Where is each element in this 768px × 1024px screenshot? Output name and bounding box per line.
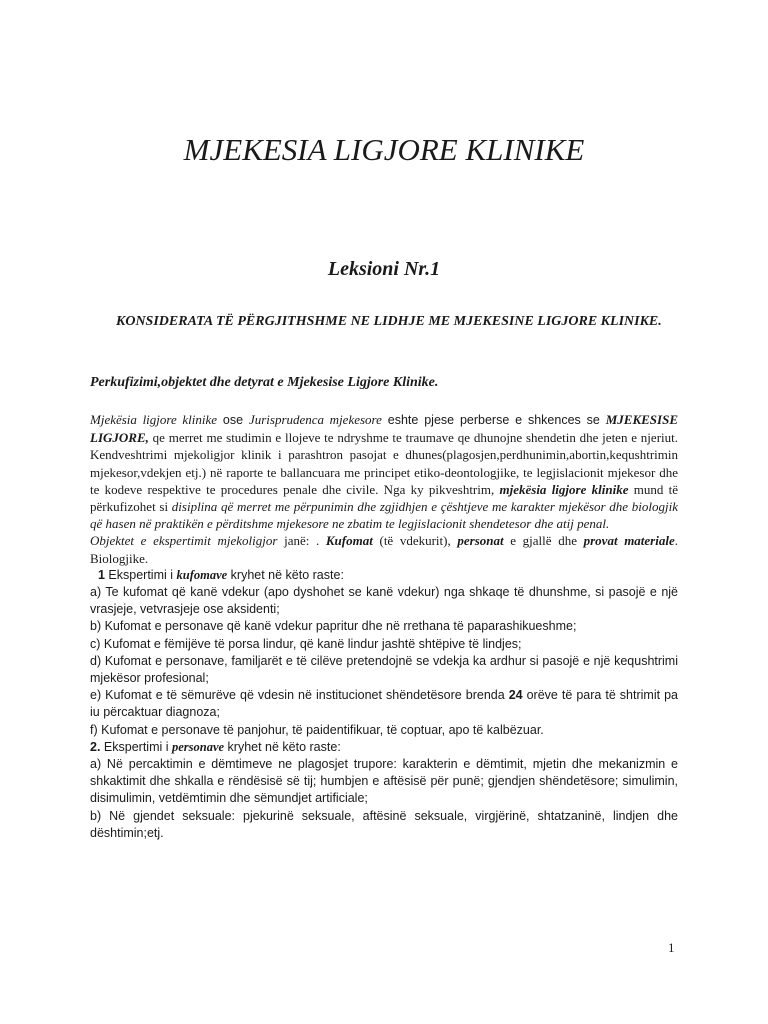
objects-paragraph (90, 532, 678, 566)
text-run: ose (217, 413, 249, 427)
list-item: b) Në gjendet seksuale: pjekurinë seksuale, aftësinë seksuale, virgjërinë, shtatzaninë, lindjen dhe dështimin;etj. (90, 808, 678, 840)
lesson-number: Leksioni Nr.1 (327, 258, 441, 280)
list-item: a) Te kufomat që kanë vdekur (apo dyshohet se kanë vdekur) nga shkaqe të dhunshme, si pasojë e një vrasjeje, vetvrasjeje ose aksidenti; (90, 585, 678, 617)
body-text (90, 411, 678, 842)
text-run: . Biologjike. (90, 533, 678, 566)
list-item: c) Kufomat e fëmijëve të porsa lindur, që kanë lindur jashtë shtëpive të lindjes; (90, 636, 522, 651)
list-item: f) Kufomat e personave të panjohur, të paidentifikuar, të coptuar, apo të kalbëzuar. (90, 722, 544, 737)
section-1-heading (90, 567, 678, 584)
list-item: b) Kufomat e personave që kanë vdekur papritur dhe në rrethana të paparashikueshme; (90, 619, 577, 634)
section-2-heading (90, 739, 678, 756)
term: Mjekësia ligjore klinike (90, 412, 218, 427)
text-run: mund të përkufizohet si (90, 481, 678, 515)
text-run: qe merret me studimin e llojeve te ndryshme te traumave qe dhunojne shendetin dhe jeten e njeriut. Kendveshtrimi mjekoligjor klinik i parashtron pasojat e dhunes(plagosjen,perdhunimin,abortin,kequshtrimin mjekesor,vdekjen etj.) në raporte te ballancuara me principet etiko-deontologjike, te legjislacionit mjekesor dhe te kodeve respektive te procedures penale dhe civile. Nga ky pikveshtrim, (90, 430, 678, 497)
term: Jurisprudenca mjekesore (248, 412, 382, 427)
term: provat materiale (583, 533, 675, 549)
term: personave (171, 739, 225, 754)
text-run: kryhet në këto raste: (227, 567, 344, 582)
term: mjekësia ligjore klinike (499, 481, 629, 497)
text-run: Objektet e ekspertimit mjekoligjor (90, 533, 278, 549)
text-run: kryhet në këto raste: (224, 739, 341, 754)
term: kufomave (176, 567, 228, 582)
section-number: 2. (90, 739, 101, 754)
subsection-heading: Perkufizimi,objektet dhe detyrat e Mjekesise Ligjore Klinike. (90, 375, 439, 390)
document-title: MJEKESIA LIGJORE KLINIKE (183, 132, 585, 167)
term: MJEKESISE LIGJORE, (90, 412, 678, 446)
text-run: Ekspertimi i (104, 567, 177, 582)
definition-paragraph (90, 411, 678, 532)
number: 24 (508, 688, 523, 703)
text-run: e) Kufomat e të sëmurëve që vdesin në institucionet shëndetësore brenda (90, 688, 509, 703)
term: personat (457, 533, 504, 549)
section-heading: KONSIDERATA TË PËRGJITHSHME NE LIDHJE ME MJEKESINE LIGJORE KLINIKE. (116, 314, 662, 329)
text-run: e gjallë dhe (503, 533, 584, 549)
text-run: (të vdekurit), (372, 533, 458, 549)
list-item (90, 687, 678, 721)
list-item: d) Kufomat e personave, familjarët e të cilëve pretendojnë se vdekja ka ardhur si pasojë e një kequshtrimi mjekësor profesional; (90, 653, 678, 686)
page-number: 1 (668, 940, 675, 955)
list-item: a) Në percaktimin e dëmtimeve ne plagosjet trupore: karakterin e dëmtimit, mjetin dhe mekanizmin e shkaktimit dhe shkalla e rëndësisë së tij; humbjen e aftësisë për punë; gjendjen shëndetësore; simulimin, disimulimin, vetdëmtimin dhe sëmundjet artificiale; (90, 757, 678, 806)
text-run: eshte pjese perberse e shkences se (381, 413, 606, 427)
term: Kufomat (325, 533, 373, 549)
definition: disiplina që merret me përpunimin dhe zgjidhjen e çështjeve me karakter mjekësor dhe biologjik që hasen në praktikën e përditshme mjekesore ne zbatim te legjislacionit shendetesor dhe atij penal. (90, 499, 678, 532)
text-run: orëve të para të shtrimit pa iu përcaktuar diagnoza; (90, 688, 678, 720)
text-run: Ekspertimi i (100, 739, 172, 754)
section-number: 1 (98, 567, 105, 582)
text-run: janë: . (277, 533, 326, 549)
